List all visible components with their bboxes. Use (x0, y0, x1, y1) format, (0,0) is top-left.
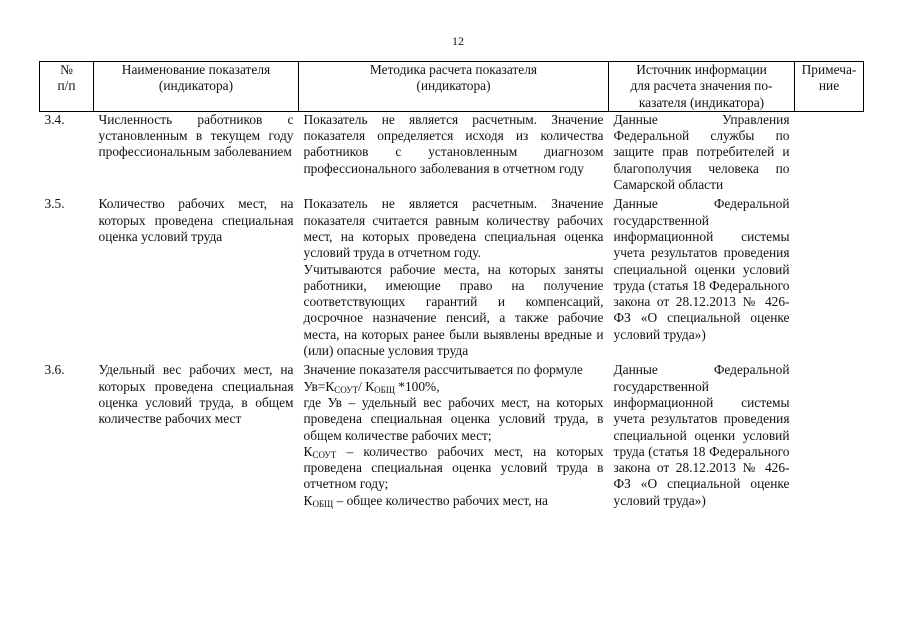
header-source: Источник информации для расчета значения по- казателя (индикатора) (609, 62, 795, 112)
indicator-name: Удельный вес рабочих мест, на которых проведена специальная оценка условий труда, в общем количестве рабочих мест (98, 362, 294, 427)
calculation-method: Показатель не является расчетным. Значение показателя определяется исходя из количества работников с установленным диагнозом профессионального заболевания в отчетном году (303, 111, 604, 176)
row-number: 3.5. (44, 196, 65, 212)
header-num: № п/п (40, 62, 94, 112)
note-cell (795, 196, 864, 359)
table-header-row (40, 62, 864, 112)
row-number: 3.4. (44, 111, 65, 127)
definition-ksout: $К_{СОУТ}$ – количество рабочих мест, на которых проведена специальная оценка условий труда в отчетном году; (303, 443, 604, 492)
note-cell (795, 111, 864, 193)
header-note: Примеча- ние (795, 62, 864, 112)
calculation-method: Показатель не является расчетным. Значение показателя считается равным количеству рабочих мест, на которых проведена специальная оценка условий труда в отчетном году. Учитываются рабочие места, на которых заняты работники, имеющие право на получение соответствующих гарантий и компенсаций, досрочное назначение пенсий, а также рабочие места, на которых ранее были выявлены вредные и (или) опасные условия труда (303, 196, 604, 359)
data-source: Данные Федеральной государственной информационной системы учета результатов проведения специальной оценки условий труда (статья 18 Федерального закона от 28.12.2013 № 426-ФЗ «О специальной оценке условий труда») (613, 196, 790, 342)
header-method: Методика расчета показателя (индикатора) (299, 62, 609, 112)
data-source: Данные Управления Федеральной службы по защите прав потребителей и благополучия человека по Самарской области (613, 111, 790, 193)
table-row (40, 111, 864, 193)
calculation-method: Значение показателя рассчитывается по формуле $Ув=К_{СОУТ}/$ $К_{ОБЩ}$ *100%, где Ув – удельный вес рабочих мест, на которых проведена специальная оценка условий труда, в общем количестве рабочих мест; $К_{СОУТ}$ – количество рабочих мест, на которых проведена специальная оценка условий труда в отчетном году; $К_{ОБЩ}$ – общее количество рабочих мест, на (303, 362, 604, 509)
page-number: 12 (452, 34, 464, 48)
header-name: Наименование показателя (индикатора) (94, 62, 299, 112)
data-source: Данные Федеральной государственной информационной системы учета результатов проведения специальной оценки условий труда (статья 18 Федерального закона от 28.12.2013 № 426-ФЗ «О специальной оценке условий труда») (613, 362, 790, 508)
row-number: 3.6. (44, 362, 65, 378)
note-cell (795, 362, 864, 509)
table-row (40, 196, 864, 359)
indicators-table (39, 61, 864, 509)
definition-kobsh: $К_{ОБЩ}$ – общее количество рабочих мест, на (303, 492, 548, 509)
table-row (40, 362, 864, 509)
formula: $Ув=К_{СОУТ}/$ $К_{ОБЩ}$ *100%, (303, 378, 440, 395)
indicator-name: Количество рабочих мест, на которых проведена специальная оценка условий труда (98, 196, 294, 244)
indicator-name: Численность работников с установленным в текущем году профессиональным заболеванием (98, 111, 294, 160)
